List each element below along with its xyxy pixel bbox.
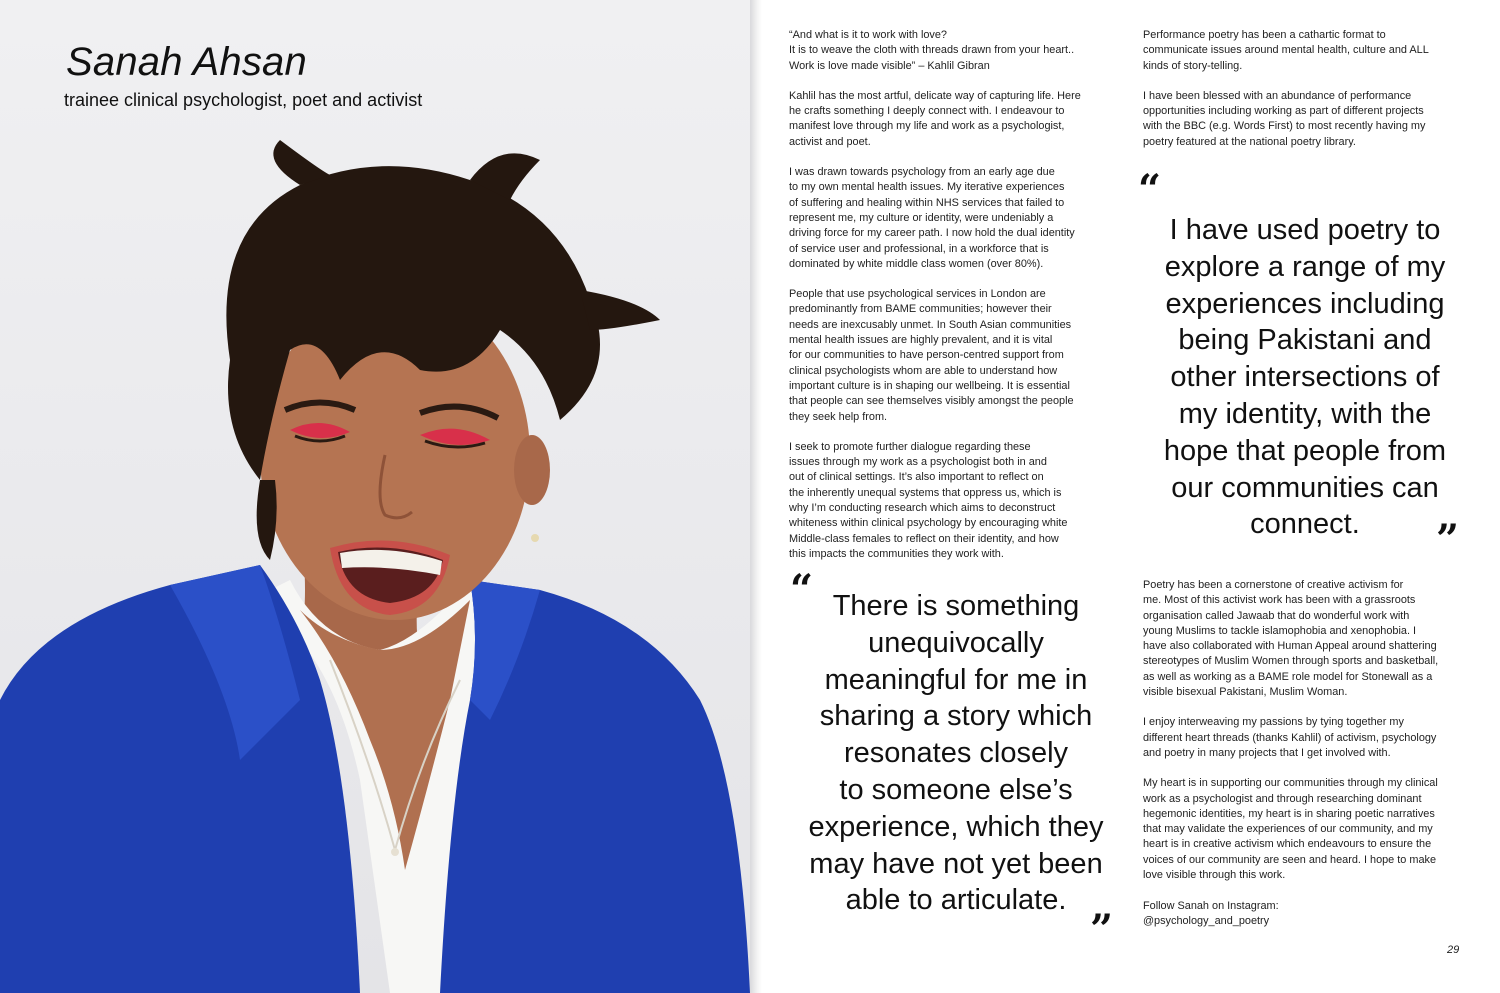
page-number: 29 [1447,944,1460,956]
instagram-handle[interactable]: @psychology_and_poetry [1143,915,1270,928]
article-paragraph: People that use psychological services in London are predominantly from BAME communities; however their needs are inexcusably unmet. In South Asian communities mental health issues are highly prevalent, and it is vital for our communities to have person-centred support from clinical psychologists whom are able to understand how important culture is in shaping our wellbeing. It is essential that people can see themselves visibly amongst the people they seek help from. [789,288,1074,423]
article-paragraph: “And what is it to work with love? It is to weave the cloth with threads drawn from your heart.. Work is love made visible” – Kahlil Gibran [789,29,1075,72]
close-quote-icon: ” [1436,516,1460,563]
article-paragraph: Performance poetry has been a cathartic format to communicate issues around mental health, culture and ALL kinds of story-telling. [1143,29,1429,72]
article-paragraph: My heart is in supporting our communities through my clinical work as a psychologist and through researching dominant hegemonic identities, my heart is in sharing poetic narratives that may validate the experiences of our community, and my heart is in creative activism which endeavours to ensure the voices of our community are seen and heard. I hope to make love visible through this work. [1143,777,1438,882]
article-paragraph: I have been blessed with an abundance of performance opportunities including working as part of different projects with the BBC (e.g. Words First) to most recently having my poetry featured at the national poetry library. [1143,89,1426,148]
open-quote-icon: “ [1138,166,1162,213]
close-quote-icon: ” [1090,906,1114,953]
profile-role: trainee clinical psychologist, poet and activist [64,90,423,110]
pull-quote-story: There is something unequivocally meaningful for me in sharing a story which resonates closely to someone else’s experience, which they may have not yet been able to articulate. [808,590,1104,917]
open-quote-icon: “ [790,566,814,613]
follow-label: Follow Sanah on Instagram: [1143,900,1279,912]
pull-quote-poetry: I have used poetry to explore a range of my experiences including being Pakistani and other intersections of my identity, with the hope that people from our communities can connect. [1163,214,1447,541]
article-column-right-bottom [1143,578,1473,898]
article-paragraph: Kahlil has the most artful, delicate way of capturing life. Here he crafts something I deeply connect with. I endeavour to manifest love through my life and work as a psychologist, activist and poet. [789,89,1081,148]
article-paragraph: I enjoy interweaving my passions by tying together my different heart threads (thanks Kahlil) of activism, psychology and poetry in many projects that I get involved with. [1143,716,1437,759]
article-paragraph: I was drawn towards psychology from an early age due to my own mental health issues. My iterative experiences of suffering and healing within NHS services that failed to represent me, my culture or identity, were undeniably a driving force for my career path. I now hold the dual identity of service user and professional, in a workforce that is dominated by white middle class women (over 80%). [789,166,1075,270]
article-column-right-top [1143,28,1473,165]
instagram-follow [1143,899,1443,930]
profile-name: Sanah Ahsan [66,40,307,84]
article-column-left [789,28,1119,577]
article-paragraph: I seek to promote further dialogue regarding these issues through my work as a psychologist both in and out of clinical settings. It’s also important to reflect on the inherently unequal systems that oppress us, which is why I’m conducting research which aims to deconstruct whiteness within clinical psychology by encouraging white Middle-class females to reflect on their identity, and how this impacts the communities they work with. [789,440,1068,560]
article-paragraph: Poetry has been a cornerstone of creative activism for me. Most of this activist work has been with a grassroots organisation called Jawaab that do wonderful work with young Muslims to tackle islamophobia and xenophobia. I have also collaborated with Human Appeal around shattering stereotypes of Muslim Women through sports and basketball, as well as working as a BAME role model for Stonewall as a visible bisexual Pakistani, Muslim Woman. [1143,579,1439,699]
page-gutter [750,0,762,993]
